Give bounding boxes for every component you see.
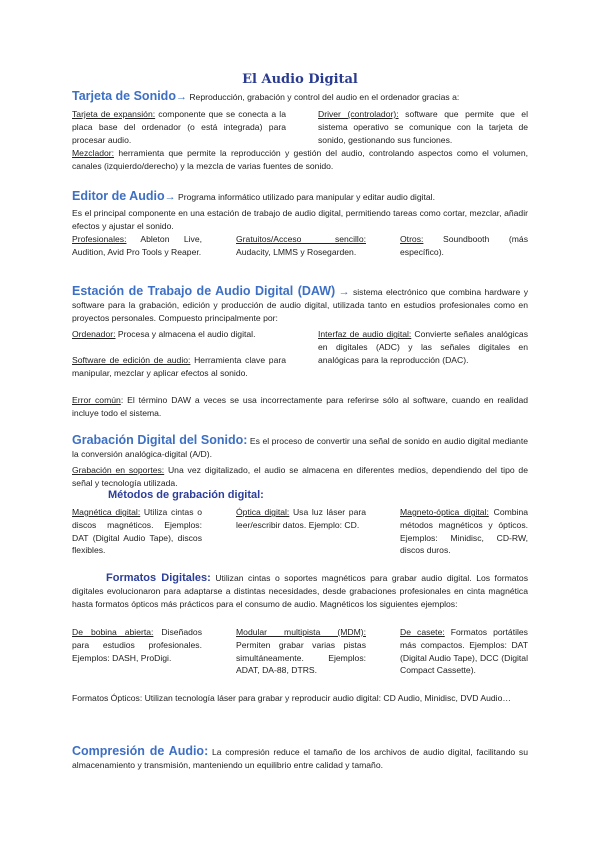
optical-term: Óptica digital: — [236, 507, 290, 517]
pro-term: Profesionales: — [72, 234, 127, 244]
section-audio-compression-block — [72, 745, 528, 772]
expansion-term: Tarjeta de expansión: — [72, 109, 156, 119]
magnetic-term: Magnética digital: — [72, 507, 141, 517]
editing-software-block — [72, 354, 286, 380]
driver-text: software que permite que el sistema operativo se comunique con la tarjeta de sonido, gestionando sus funciones. — [318, 109, 528, 145]
media-recording-text: Una vez digitalizado, el audio se almacena en diferentes medios, dependiendo del tipo de señal y tecnología utilizada. — [72, 465, 528, 488]
audio-editor-lead: Programa informático utilizado para manipular y editar audio digital. — [175, 192, 435, 202]
free-term: Gratuitos/Acceso sencillo: — [236, 234, 366, 244]
sound-card-lead: Reproducción, grabación y control del audio en el ordenador gracias a: — [186, 92, 460, 102]
free-text: Audacity, LMMS y Rosegarden. — [236, 246, 357, 257]
editing-software-term: Software de edición de audio: — [72, 355, 191, 365]
computer-block — [72, 328, 286, 341]
audio-interface-term: Interfaz de audio digital: — [318, 329, 412, 339]
audio-interface-block — [318, 328, 528, 366]
digital-formats-block — [72, 572, 528, 610]
audio-compression-text: La compresión reduce el tamaño de los archivos de audio digital, facilitando su almacenamiento y transmisión, manteniendo un equilibrio entre calidad y tamaño. — [72, 747, 528, 770]
cassette-block — [400, 626, 528, 677]
digital-formats-text: Utilizan cintas o soportes magnéticos para grabar audio digital. Los formatos digitales evolucionaron para adaptarse a distintas necesidades, desde grabaciones profesionales en cinta magnética hasta formatos ópticos más prácticos para el consumo de audio. Magnéticos los siguientes ejemplos: — [72, 573, 528, 609]
cassette-text: Formatos portátiles más compactos. Ejemplos: DAT (Digital Audio Tape), DCC (Digital Compact Cassette). — [400, 627, 528, 676]
magnetic-method-block — [72, 506, 202, 557]
page-title: El Audio Digital — [242, 72, 358, 87]
heading-audio-compression: Compresión de Audio: — [72, 744, 209, 758]
driver-block — [318, 108, 528, 146]
heading-audio-editor: Editor de Audio — [72, 189, 165, 203]
open-reel-block — [72, 626, 202, 664]
media-recording-term: Grabación en soportes: — [72, 465, 165, 475]
digital-recording-lead: Es el proceso de convertir una señal de sonido en audio digital mediante la conversión analógica-digital (A/D). — [72, 436, 529, 459]
common-error-term: Error común — [72, 395, 121, 405]
mdm-text: Permiten grabar varias pistas simultáneamente. Ejemplos: ADAT, DA-88, DTRS. — [236, 639, 366, 676]
mixer-term: Mezclador: — [72, 148, 115, 158]
optical-text: Usa luz láser para leer/escribir datos. Ejemplo: CD. — [236, 507, 366, 530]
open-reel-term: De bobina abierta: — [72, 627, 154, 637]
other-text: Soundbooth (más específico). — [400, 234, 528, 257]
editing-software-text: Herramienta clave para manipular, mezclar y aplicar efectos al sonido. — [72, 355, 286, 378]
audio-editor-intro: Es el principal componente en una estación de trabajo de audio digital, permitiendo tareas como cortar, mezclar, añadir efectos y ajustar el sonido. — [72, 208, 528, 231]
computer-term: Ordenador: — [72, 329, 116, 339]
daw-lead: sistema electrónico que combina hardware y software para la grabación, edición y producción de audio digital, utilizada tanto en estudios profesionales como en proyectos personales. Compuesto principalmente por: — [72, 287, 529, 323]
driver-term: Driver (controlador): — [318, 109, 399, 119]
section-audio-editor-header — [72, 190, 532, 204]
section-sound-card-header — [72, 90, 532, 104]
expansion-card-block — [72, 108, 286, 146]
expansion-text: componente que se conecta a la placa base del ordenador (o está integrada) para procesar audio. — [72, 109, 286, 145]
open-reel-text: Diseñados para estudios profesionales. Ejemplos: DASH, ProDigi. — [72, 627, 203, 663]
arrow-icon: → — [164, 191, 176, 203]
pro-text: Ableton Live, Audition, Avid Pro Tools y Reaper. — [72, 234, 202, 257]
mdm-block — [236, 626, 366, 677]
common-error-text: : El término DAW a veces se usa incorrectamente para referirse sólo al software, cuando en realidad incluye todo el sistema. — [72, 395, 529, 418]
cassette-term: De casete: — [400, 627, 445, 637]
magnetic-text: Utiliza cintas o discos magnéticos. Ejemplos: DAT (Digital Audio Tape), discos flexibles. — [72, 507, 202, 556]
media-recording-block — [72, 464, 528, 490]
optical-formats-text: Formatos Ópticos: Utilizan tecnología láser para grabar y reproducir audio digital: CD Audio, Minidisc, DVD Audio… — [72, 693, 511, 703]
heading-digital-formats: Formatos Digitales: — [106, 572, 211, 584]
arrow-icon: → — [175, 91, 187, 103]
magneto-optical-text: Combina métodos magnéticos y ópticos. Ejemplos: Minidisc, CD-RW, discos duros. — [400, 507, 528, 556]
arrow-icon: → — [338, 286, 350, 298]
heading-digital-recording: Grabación Digital del Sonido: — [72, 433, 248, 447]
mixer-block — [72, 147, 528, 173]
other-editors-block — [400, 233, 528, 259]
computer-text: Procesa y almacena el audio digital. — [115, 329, 256, 339]
section-daw-block — [72, 285, 528, 324]
heading-daw: Estación de Trabajo de Audio Digital (DAW) — [72, 284, 336, 298]
pro-editors-block — [72, 233, 202, 259]
mdm-term: Modular multipista (MDM): — [236, 627, 366, 637]
free-editors-block — [236, 233, 366, 259]
heading-sound-card: Tarjeta de Sonido — [72, 89, 176, 103]
mixer-text: herramienta que permite la reproducción y gestión del audio, controlando aspectos como el volumen, canales (izquierdo/derecho) y la mezcla de varias fuentes de sonido. — [72, 148, 528, 171]
heading-recording-methods: Métodos de grabación digital: — [108, 489, 264, 501]
section-digital-recording-block — [72, 434, 528, 461]
magneto-optical-method-block — [400, 506, 528, 557]
audio-interface-text: Convierte señales analógicas en digitales (ADC) y las señales digitales en analógicas para la reproducción (DAC). — [318, 329, 528, 365]
optical-method-block — [236, 506, 366, 532]
other-term: Otros: — [400, 234, 424, 244]
magneto-optical-term: Magneto-óptica digital: — [400, 507, 489, 517]
common-error-block — [72, 394, 528, 420]
